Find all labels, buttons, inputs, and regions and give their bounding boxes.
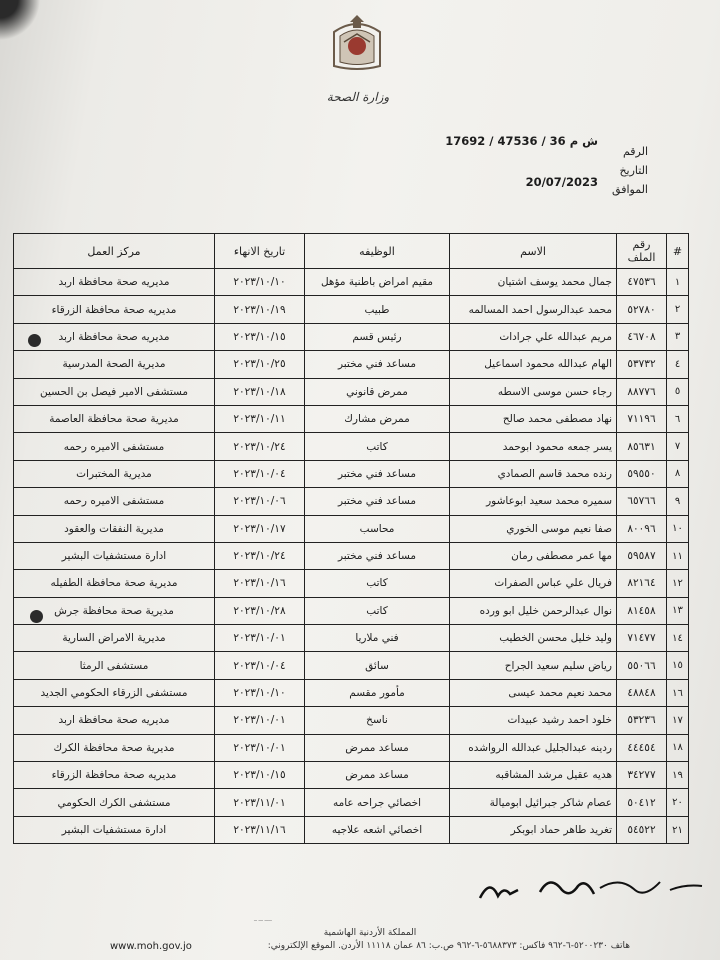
job-title: ممرض مشارك: [305, 405, 450, 432]
footer-website[interactable]: www.moh.gov.jo: [110, 941, 192, 952]
table-row: [14, 488, 689, 515]
page-footer: [110, 928, 630, 952]
end-date: ٢٠٢٣/١١/١٦: [215, 816, 305, 843]
table-row: [14, 542, 689, 569]
end-date: ٢٠٢٣/١٠/١٠: [215, 269, 305, 296]
work-center: مستشفى الرمثا: [14, 652, 215, 679]
table-row: [14, 515, 689, 542]
work-center: مديرية صحة محافظة جرش: [14, 597, 215, 624]
reference-row: [408, 133, 648, 161]
file-number: ٤٤٤٥٤: [617, 734, 667, 761]
job-title: مساعد ممرض: [305, 734, 450, 761]
job-title: سائق: [305, 652, 450, 679]
job-title: رئيس قسم: [305, 323, 450, 350]
employee-name: صفا نعيم موسى الخوري: [450, 515, 617, 542]
staff-table: [13, 233, 689, 844]
end-date: ٢٠٢٣/١٠/٠٦: [215, 488, 305, 515]
end-date: ٢٠٢٣/١٠/٠١: [215, 707, 305, 734]
file-number: ٥٢٧٨٠: [617, 296, 667, 323]
job-title: مساعد فني مختبر: [305, 488, 450, 515]
employee-name: محمد نعيم محمد عيسى: [450, 679, 617, 706]
file-number: ٣٤٢٧٧: [617, 762, 667, 789]
reference-value: ش م 36 / 47536 / 17692: [445, 133, 598, 148]
work-center: مستشفى الامير فيصل بن الحسين: [14, 378, 215, 405]
job-title: طبيب: [305, 296, 450, 323]
end-date: ٢٠٢٣/١٠/٢٥: [215, 351, 305, 378]
table-row: [14, 625, 689, 652]
end-date: ٢٠٢٣/١٠/١٧: [215, 515, 305, 542]
row-number: ١٩: [667, 762, 689, 789]
job-title: مأمور مقسم: [305, 679, 450, 706]
file-number: ٨٢١٦٤: [617, 570, 667, 597]
table-row: [14, 570, 689, 597]
ministry-name: وزارة الصحة: [326, 90, 390, 104]
work-center: مستشفى الاميره رحمه: [14, 433, 215, 460]
end-date: ٢٠٢٣/١٠/٠٤: [215, 652, 305, 679]
end-date: ٢٠٢٣/١٠/١٩: [215, 296, 305, 323]
job-title: اخصائي اشعه علاجيه: [305, 816, 450, 843]
col-header-num: #: [667, 234, 689, 269]
job-title: ممرض قانوني: [305, 378, 450, 405]
col-header-end-date: تاريخ الانهاء: [215, 234, 305, 269]
row-number: ٥: [667, 378, 689, 405]
file-number: ٤٧٥٣٦: [617, 269, 667, 296]
employee-name: ردينه عبدالجليل عبدالله الرواشده: [450, 734, 617, 761]
work-center: مديرية صحة محافظة الطفيله: [14, 570, 215, 597]
file-number: ٥٥٠٦٦: [617, 652, 667, 679]
file-number: ٤٦٧٠٨: [617, 323, 667, 350]
row-number: ١٥: [667, 652, 689, 679]
work-center: مديريه صحة محافظة الزرقاء: [14, 296, 215, 323]
employee-name: فريال علي عباس الصفرات: [450, 570, 617, 597]
end-date: ٢٠٢٣/١٠/٢٨: [215, 597, 305, 624]
table-row: [14, 405, 689, 432]
file-number: ٨٥٦٣١: [617, 433, 667, 460]
row-number: ٨: [667, 460, 689, 487]
file-number: ٧١١٩٦: [617, 405, 667, 432]
job-title: كاتب: [305, 570, 450, 597]
footer-contacts-line: [110, 941, 630, 952]
work-center: ادارة مستشفيات البشير: [14, 816, 215, 843]
file-number: ٧١٤٧٧: [617, 625, 667, 652]
employee-name: نوال عبدالرحمن خليل ابو ورده: [450, 597, 617, 624]
employee-name: محمد عبدالرسول احمد المسالمه: [450, 296, 617, 323]
job-title: مساعد فني مختبر: [305, 460, 450, 487]
row-number: ٢٠: [667, 789, 689, 816]
end-date: ٢٠٢٣/١١/٠١: [215, 789, 305, 816]
reference-label: الرقم: [622, 145, 648, 158]
employee-name: نهاد مصطفى محمد صالح: [450, 405, 617, 432]
job-title: اخصائي جراحه عامه: [305, 789, 450, 816]
employee-name: رنده محمد قاسم الصمادي: [450, 460, 617, 487]
row-number: ٢: [667, 296, 689, 323]
hijri-label: الموافق: [612, 183, 648, 196]
end-date: ٢٠٢٣/١٠/١٠: [215, 679, 305, 706]
signatures-icon: [470, 868, 710, 908]
row-number: ٣: [667, 323, 689, 350]
file-number: ٥٣٢٣٦: [617, 707, 667, 734]
file-number: ٦٥٧٦٦: [617, 488, 667, 515]
table-row: [14, 816, 689, 843]
col-header-center: مركز العمل: [14, 234, 215, 269]
job-title: ناسخ: [305, 707, 450, 734]
job-title: مساعد فني مختبر: [305, 351, 450, 378]
file-number: ٥٣٧٣٢: [617, 351, 667, 378]
table-row: [14, 597, 689, 624]
row-number: ١٦: [667, 679, 689, 706]
row-number: ١٤: [667, 625, 689, 652]
work-center: ادارة مستشفيات البشير: [14, 542, 215, 569]
row-number: ١: [667, 269, 689, 296]
employee-name: عصام شاكر جبرائيل ابوميالة: [450, 789, 617, 816]
employee-name: مريم عبدالله علي جرادات: [450, 323, 617, 350]
end-date: ٢٠٢٣/١٠/١٨: [215, 378, 305, 405]
table-row: [14, 378, 689, 405]
row-number: ٧: [667, 433, 689, 460]
work-center: مديرية الصحة المدرسية: [14, 351, 215, 378]
row-number: ١٣: [667, 597, 689, 624]
table-row: [14, 679, 689, 706]
table-row: [14, 460, 689, 487]
employee-name: هديه عقيل مرشد المشاقبه: [450, 762, 617, 789]
row-number: ٢١: [667, 816, 689, 843]
table-row: [14, 296, 689, 323]
table-row: [14, 323, 689, 350]
end-date: ٢٠٢٣/١٠/١٦: [215, 570, 305, 597]
employee-name: الهام عبدالله محمود اسماعيل: [450, 351, 617, 378]
table-row: [14, 789, 689, 816]
file-number: ٤٨٨٤٨: [617, 679, 667, 706]
employee-name: تغريد طاهر حماد ابوبكر: [450, 816, 617, 843]
row-number: ٩: [667, 488, 689, 515]
employee-name: وليد خليل محسن الخطيب: [450, 625, 617, 652]
row-number: ٤: [667, 351, 689, 378]
end-date: ٢٠٢٣/١٠/٠١: [215, 734, 305, 761]
end-date: ٢٠٢٣/١٠/٠١: [215, 625, 305, 652]
work-center: مديرية صحة محافظة الكرك: [14, 734, 215, 761]
employee-name: يسر جمعه محمود ابوحمد: [450, 433, 617, 460]
punch-hole: [30, 610, 43, 623]
table-row: [14, 269, 689, 296]
work-center: مستشفى الكرك الحكومي: [14, 789, 215, 816]
row-number: ١٨: [667, 734, 689, 761]
col-header-file: رقم الملف: [617, 234, 667, 269]
work-center: مديرية المختبرات: [14, 460, 215, 487]
end-date: ٢٠٢٣/١٠/١١: [215, 405, 305, 432]
file-number: ٥٤٥٢٢: [617, 816, 667, 843]
row-number: ١١: [667, 542, 689, 569]
work-center: مديرية صحة محافظة العاصمة: [14, 405, 215, 432]
table-row: [14, 351, 689, 378]
job-title: مساعد فني مختبر: [305, 542, 450, 569]
table-row: [14, 734, 689, 761]
job-title: كاتب: [305, 597, 450, 624]
file-number: ٥٩٥٥٠: [617, 460, 667, 487]
end-date: ٢٠٢٣/١٠/١٥: [215, 323, 305, 350]
tiny-note: ـــــ ـــ ــ: [254, 917, 272, 923]
end-date: ٢٠٢٣/١٠/٠٤: [215, 460, 305, 487]
job-title: كاتب: [305, 433, 450, 460]
reference-block: [408, 133, 648, 199]
employee-name: جمال محمد يوسف اشتيان: [450, 269, 617, 296]
employee-name: رجاء حسن موسى الاسطه: [450, 378, 617, 405]
employee-name: مها عمر مصطفى رمان: [450, 542, 617, 569]
table-row: [14, 707, 689, 734]
work-center: مديرية الامراض السارية: [14, 625, 215, 652]
file-number: ٨٠٠٩٦: [617, 515, 667, 542]
employee-name: رياض سليم سعيد الجراح: [450, 652, 617, 679]
work-center: مستشفى الزرقاء الحكومي الجديد: [14, 679, 215, 706]
hijri-value: 20/07/2023: [525, 174, 598, 189]
work-center: مديرية النفقات والعقود: [14, 515, 215, 542]
footer-contacts: هاتف ٥٢٠٠٢٣٠-٦-٩٦٢ فاكس: ٥٦٨٨٣٧٣-٦-٩٦٢ ص.ب: ٨٦ عمان ١١١١٨ الأردن. الموقع الإلكتروني:: [267, 941, 630, 951]
royal-emblem-icon: [326, 12, 388, 74]
footer-kingdom: المملكة الأردنية الهاشمية: [323, 928, 417, 938]
file-number: ٥٩٥٨٧: [617, 542, 667, 569]
employee-name: سميره محمد سعيد ابوعاشور: [450, 488, 617, 515]
table-header-row: [14, 234, 689, 269]
row-number: ١٠: [667, 515, 689, 542]
work-center: مديريه صحة محافظة اربد: [14, 323, 215, 350]
table-row: [14, 762, 689, 789]
punch-hole: [28, 334, 41, 347]
row-number: ١٧: [667, 707, 689, 734]
work-center: مديريه صحة محافظة اربد: [14, 269, 215, 296]
row-number: ٦: [667, 405, 689, 432]
job-title: محاسب: [305, 515, 450, 542]
table-row: [14, 652, 689, 679]
file-number: ٨٨٧٧٦: [617, 378, 667, 405]
work-center: مديريه صحة محافظة الزرقاء: [14, 762, 215, 789]
end-date: ٢٠٢٣/١٠/١٥: [215, 762, 305, 789]
file-number: ٥٠٤١٢: [617, 789, 667, 816]
end-date: ٢٠٢٣/١٠/٢٤: [215, 433, 305, 460]
page-corner-shadow: [0, 0, 60, 60]
date-label: التاريخ: [619, 164, 648, 177]
hijri-row: [408, 174, 648, 199]
work-center: مديريه صحة محافظة اربد: [14, 707, 215, 734]
employee-name: خلود احمد رشيد عبيدات: [450, 707, 617, 734]
col-header-name: الاسم: [450, 234, 617, 269]
file-number: ٨١٤٥٨: [617, 597, 667, 624]
job-title: مقيم امراض باطنية مؤهل: [305, 269, 450, 296]
table-row: [14, 433, 689, 460]
job-title: مساعد ممرض: [305, 762, 450, 789]
row-number: ١٢: [667, 570, 689, 597]
col-header-job: الوظيفه: [305, 234, 450, 269]
end-date: ٢٠٢٣/١٠/٢٤: [215, 542, 305, 569]
work-center: مستشفى الاميره رحمه: [14, 488, 215, 515]
job-title: فني ملاريا: [305, 625, 450, 652]
